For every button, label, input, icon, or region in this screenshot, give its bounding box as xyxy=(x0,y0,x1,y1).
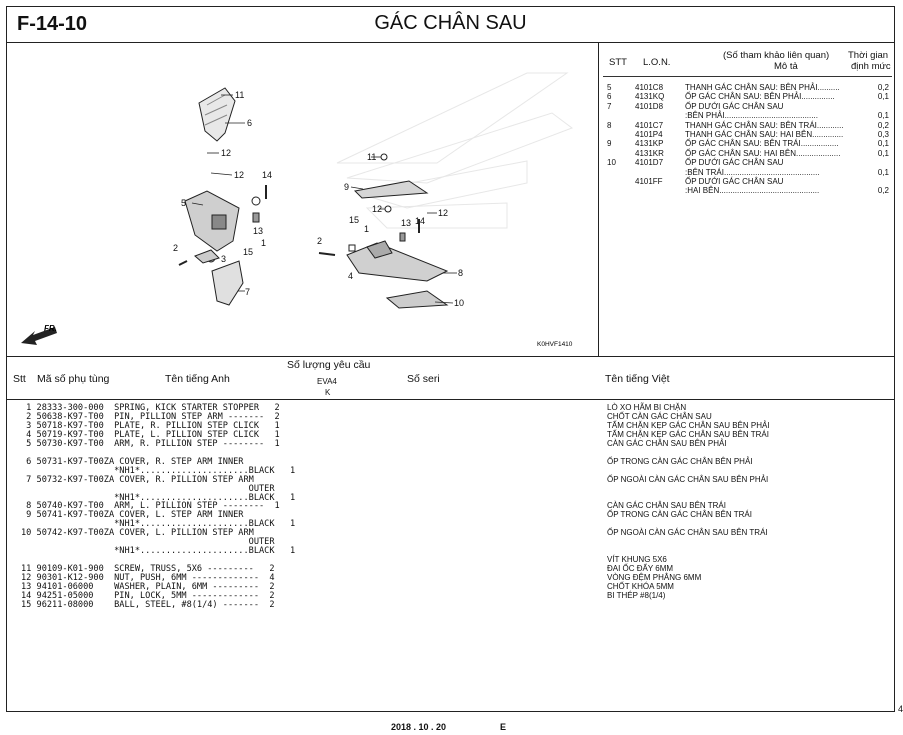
ref-cell-stt xyxy=(607,186,635,195)
ref-cell-time: 0,1 xyxy=(877,92,889,102)
callout-15: 15 xyxy=(349,215,360,225)
ref-cell-stt xyxy=(607,168,635,177)
callout-7: 7 xyxy=(245,287,251,297)
ref-cell-lon: 4101C7 xyxy=(635,120,664,130)
right-step-lower-cover xyxy=(212,261,243,305)
ref-row xyxy=(607,139,889,148)
ref-cell-time: 0,1 xyxy=(877,148,889,158)
callout-9: 9 xyxy=(344,182,350,192)
ref-cell-time: 0,2 xyxy=(877,120,889,130)
parts-list-header xyxy=(7,359,894,399)
ref-cell-lon xyxy=(635,168,685,177)
ref-col-stt: STT xyxy=(609,57,627,68)
section-divider xyxy=(7,356,894,357)
col-model-sub: K xyxy=(325,388,331,397)
ref-cell-desc: ỐP GÁC CHÂN SAU: BÊN PHẢI............... xyxy=(685,92,835,102)
ref-cell-lon: 4101D8 xyxy=(635,101,664,111)
callout-2: 2 xyxy=(173,243,179,253)
callout-10: 10 xyxy=(454,298,465,308)
ref-cell-time: 0,2 xyxy=(877,186,889,196)
callout-1: 1 xyxy=(261,238,267,248)
ref-cell-desc: ỐP GÁC CHÂN SAU: BÊN TRÁI................. xyxy=(685,139,839,149)
callout-15: 15 xyxy=(243,247,254,257)
ref-row xyxy=(607,149,889,158)
ref-row xyxy=(607,158,889,167)
footer-date: 2018 . 10 . 20 xyxy=(391,722,447,732)
ref-cell-desc: :HAI BÊN............................................. xyxy=(685,186,820,196)
front-arrow-label: FR. xyxy=(44,324,57,333)
ref-row xyxy=(607,186,889,195)
ref-cell-desc: ỐP DƯỚI GÁC CHÂN SAU xyxy=(685,158,784,168)
ref-cell-lon: 4101P4 xyxy=(635,130,663,140)
ref-cell-stt: 10 xyxy=(607,158,616,168)
left-step-cover-top xyxy=(355,181,427,198)
ref-col-lon: L.O.N. xyxy=(643,57,671,68)
page-header xyxy=(7,7,894,43)
ref-cell-stt: 7 xyxy=(607,101,612,111)
ref-cell-desc: THANH GÁC CHÂN SAU: BÊN TRÁI............ xyxy=(685,120,844,130)
ref-cell-lon xyxy=(635,186,685,195)
ref-row xyxy=(607,111,889,120)
ref-cell-time: 0,2 xyxy=(877,83,889,92)
list-header-rule xyxy=(7,399,894,400)
ref-row xyxy=(607,83,889,92)
ref-cell-lon: 4131KR xyxy=(635,148,664,158)
ref-col-time-1: Thời gian xyxy=(848,50,889,61)
ref-cell-time: 0,3 xyxy=(877,130,889,140)
page-frame xyxy=(6,6,895,712)
ref-header-rule xyxy=(603,76,892,77)
callout-14: 14 xyxy=(415,216,426,226)
ref-cell-lon: 4101C8 xyxy=(635,83,664,92)
ref-cell-lon: 4101FF xyxy=(635,177,663,187)
ref-cell-time: 0,1 xyxy=(877,167,889,177)
ref-cell-time xyxy=(867,102,889,111)
footer-edition: E xyxy=(500,722,507,732)
left-side-assembly xyxy=(319,154,447,308)
ref-col-desc-2: Mô tả xyxy=(774,61,798,72)
ref-cell-desc: ỐP DƯỚI GÁC CHÂN SAU xyxy=(685,101,784,111)
ref-cell-stt xyxy=(607,111,635,120)
col-part-no: Mã số phụ tùng xyxy=(37,373,110,385)
ref-cell-desc: THANH GÁC CHÂN SAU: HAI BÊN.............. xyxy=(685,130,844,140)
ref-cell-stt: 6 xyxy=(607,92,612,102)
ref-cell-stt: 8 xyxy=(607,120,612,130)
ref-table-body xyxy=(607,83,889,196)
ref-cell-stt xyxy=(607,149,635,158)
col-vietnamese: Tên tiếng Việt xyxy=(605,373,670,385)
exploded-view-drawing xyxy=(7,43,599,356)
diagram-image-code: K0HVF1410 xyxy=(537,341,573,348)
ref-cell-stt: 9 xyxy=(607,139,612,149)
callout-11: 11 xyxy=(235,90,245,100)
ref-cell-stt xyxy=(607,130,635,139)
col-english: Tên tiếng Anh xyxy=(165,373,230,385)
callout-3: 3 xyxy=(221,254,227,264)
ref-row xyxy=(607,168,889,177)
ref-row xyxy=(607,102,889,111)
reference-table xyxy=(599,43,896,356)
ref-cell-desc: :BÊN TRÁI........................................... xyxy=(685,167,820,177)
callout-11: 11 xyxy=(367,152,377,162)
ref-col-time-2: định mức xyxy=(851,61,891,72)
callout-8: 8 xyxy=(458,268,464,278)
ref-cell-lon xyxy=(635,111,685,120)
page-title: GÁC CHÂN SAU xyxy=(374,12,527,34)
vietnamese-names: LÒ XO HÃM BI CHẶN CHỐT CÀN GÁC CHÂN SAU TẤM CHẶN KẸP GÁC CHÂN SAU BÊN PHẢI TẤM CHẶN KẸP GÁC CHÂN SAU BÊN TRÁI CÀN GÁC CHÂN SAU BÊN PHẢI ỐP TRONG CÀN GÁC CHÂN BÊN PHẢI ỐP NGOÀI CÀN GÁC CHÂN SAU BÊN PHẢI CÀN GÁC CHÂN SAU BÊN TRÁI ỐP TRONG CÀN GÁC CHÂN BÊN TRÁI ỐP NGOÀI CÀN GÁC CHÂN SAU BÊN TRÁI VÍT KHUNG 5X6 ĐAI ỐC ĐẨY 6MM VÒNG ĐỆM PHẲNG 6MM CHỐT KHÓA 5MM BI THÉP #8(1/4) xyxy=(607,403,770,601)
ref-cell-time xyxy=(867,177,889,186)
left-step-lower-cover xyxy=(387,291,447,308)
ref-cell-time: 0,1 xyxy=(877,111,889,121)
callout-12: 12 xyxy=(221,148,232,158)
figure-code: F-14-10 xyxy=(17,13,88,35)
parts-list: 1 28333-300-000 SPRING, KICK STARTER STOPPER 2 2 50638-K97-T00 PIN, PILLION STEP ARM ------- 2 3 50718-K97-T00 PLATE, R. PILLION STEP CLICK 1 4 50719-K97-T00 PLATE, L. PILLION STEP CLICK 1 5 50730-K97-T00 ARM, R. PILLION STEP -------- 1 6 50731-K97-T00ZA COVER, R. STEP ARM INNER *NH1*.....................BLACK 1 7 50732-K97-T00ZA COVER, R. PILLION STEP ARM OUTER *NH1*.....................BLACK 1 8 50740-K97-T00 ARM, L. PILLION STEP -------- 1 9 50741-K97-T00ZA COVER, L. STEP ARM INNER *NH1*.....................BLACK 1 10 50742-K97-T00ZA COVER, L. PILLION STEP ARM OUTER *NH1*.....................BLACK 1 11 90109-K01-900 SCREW, TRUSS, 5X6 --------- 2 12 90301-K12-900 NUT, PUSH, 6MM ------------- 4 13 94101-06000 WASHER, PLAIN, 6MM --------- 2 14 94251-05000 PIN, LOCK, 5MM ------------- 2 15 96211-08000 BALL, STEEL, #8(1/4) ------- 2 xyxy=(21,403,296,610)
ref-cell-lon: 4131KP xyxy=(635,139,664,149)
callout-12: 12 xyxy=(438,208,449,218)
callout-1: 1 xyxy=(364,224,370,234)
ref-cell-lon: 4101D7 xyxy=(635,158,664,168)
col-qty: Số lượng yêu cầu xyxy=(287,359,371,371)
callout-13: 13 xyxy=(401,218,412,228)
page-number: 4 xyxy=(897,704,903,714)
exploded-diagram xyxy=(7,43,599,356)
ref-row xyxy=(607,121,889,130)
ref-cell-desc: :BÊN PHẢI.......................................... xyxy=(685,111,818,121)
callout-4: 4 xyxy=(348,271,354,281)
col-model: EVA4 xyxy=(317,377,337,386)
left-step-arm xyxy=(347,243,447,281)
ref-row xyxy=(607,92,889,101)
callout-12: 12 xyxy=(372,204,383,214)
ref-row xyxy=(607,177,889,186)
ref-cell-desc: THANH GÁC CHÂN SAU: BÊN PHẢI.......... xyxy=(685,83,840,92)
right-side-assembly xyxy=(179,88,266,305)
callout-5: 5 xyxy=(181,198,187,208)
ref-cell-time xyxy=(867,158,889,167)
ref-cell-stt: 5 xyxy=(607,83,612,92)
ref-cell-lon: 4131KQ xyxy=(635,92,665,102)
callout-13: 13 xyxy=(253,226,264,236)
callout-14: 14 xyxy=(262,170,273,180)
callout-6: 6 xyxy=(247,118,253,128)
callout-12: 12 xyxy=(234,170,245,180)
callout-2: 2 xyxy=(317,236,323,246)
ref-cell-time: 0,1 xyxy=(877,139,889,149)
right-step-cover-outer xyxy=(199,88,235,141)
ref-cell-desc: ỐP DƯỚI GÁC CHÂN SAU xyxy=(685,177,784,187)
ref-col-desc-1: (Số tham khảo liên quan) xyxy=(723,50,830,61)
ref-cell-stt xyxy=(607,177,635,186)
ref-cell-desc: ỐP GÁC CHÂN SAU: HAI BÊN.................... xyxy=(685,148,841,158)
col-serial: Số seri xyxy=(407,373,440,385)
col-stt: Stt xyxy=(13,373,26,385)
